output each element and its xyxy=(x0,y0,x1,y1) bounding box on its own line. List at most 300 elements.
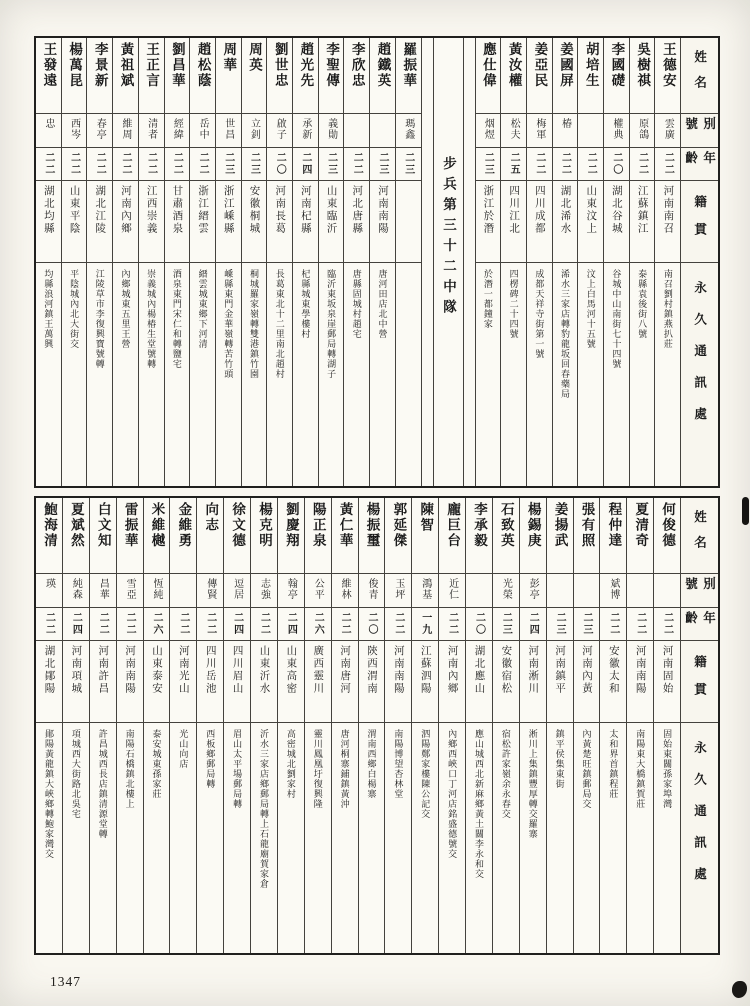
entry-address: 四楞碑二十四號 xyxy=(508,269,519,339)
header-address: 永久通訊處 xyxy=(692,281,707,439)
header-address: 永久通訊處 xyxy=(692,741,707,899)
entry-address: 酒泉東門宋仁和轉鹽宅 xyxy=(171,269,182,369)
entry-address: 均縣浪河鎮王萬興 xyxy=(43,269,54,349)
entry-age: 二四 xyxy=(278,608,304,641)
entry-address: 固始東關孫家埠灣 xyxy=(662,729,673,809)
entry-name: 楊振璽 xyxy=(359,498,385,574)
entry-alias: 經緯 xyxy=(165,114,190,148)
entry-origin: 四川岳池 xyxy=(197,641,223,723)
entry-address: 汶上白馬河十五號 xyxy=(585,269,596,349)
entry-origin: 江蘇鎮江 xyxy=(630,181,655,263)
entry-origin: 河南鎮平 xyxy=(547,641,573,723)
entry-alias: 雪亞 xyxy=(117,574,143,608)
entry-address: 內鄉城東五里王營 xyxy=(120,269,131,349)
entry-origin: 河南南陽 xyxy=(385,641,411,723)
entry-alias: 松夫 xyxy=(501,114,526,148)
entry-origin: 安徽桐城 xyxy=(242,181,267,263)
entry-address: 谷城中山南街七十四號 xyxy=(611,269,622,369)
scan-smudge xyxy=(732,981,747,998)
entry-alias: 原鴿 xyxy=(630,114,655,148)
entry-age: 二二 xyxy=(139,148,164,181)
entry-address: 崇義城內楊椿生堂號轉 xyxy=(146,269,157,369)
entry-age: 二四 xyxy=(293,148,318,181)
entry-name: 黃仁華 xyxy=(332,498,358,574)
entry-name: 劉慶翔 xyxy=(278,498,304,574)
spacer-column xyxy=(422,38,434,486)
roster-entry-column xyxy=(578,38,604,486)
entry-alias: 玉坪 xyxy=(385,574,411,608)
unit-title-column xyxy=(434,38,464,486)
entry-origin: 廣西靈川 xyxy=(305,641,331,723)
roster-entry-column xyxy=(527,38,553,486)
entry-age: 二三 xyxy=(547,608,573,641)
roster-entry-column xyxy=(630,38,656,486)
entry-origin: 河南內黃 xyxy=(574,641,600,723)
entry-origin: 河南唐河 xyxy=(332,641,358,723)
entry-name: 姜國屏 xyxy=(553,38,578,114)
entry-name: 黃祖斌 xyxy=(113,38,138,114)
entry-address: 長葛東北十二里南北趙村 xyxy=(274,269,285,379)
entry-name: 張有照 xyxy=(574,498,600,574)
entry-name: 程仲達 xyxy=(600,498,626,574)
entry-origin: 湖北江陵 xyxy=(87,181,112,263)
entry-alias: 翰亭 xyxy=(278,574,304,608)
entry-origin: 浙江於潛 xyxy=(476,181,501,263)
entry-address: 西板鄉郵局轉 xyxy=(205,729,216,789)
entry-age: 二二 xyxy=(62,148,87,181)
entry-age: 二二 xyxy=(600,608,626,641)
entry-alias xyxy=(547,574,573,608)
entry-origin: 河南光山 xyxy=(170,641,196,723)
roster-entry-column xyxy=(190,38,216,486)
roster-table-top xyxy=(34,36,720,488)
roster-entry-column xyxy=(63,498,90,953)
entry-origin: 河南淅川 xyxy=(520,641,546,723)
entry-age: 一九 xyxy=(412,608,438,641)
header-age: 年齡 xyxy=(681,148,718,181)
entry-age: 二二 xyxy=(344,148,369,181)
entry-age: 二四 xyxy=(520,608,546,641)
roster-entry-column xyxy=(332,498,359,953)
roster-entry-column xyxy=(600,498,627,953)
column-headers xyxy=(681,38,718,486)
entry-origin: 四川眉山 xyxy=(224,641,250,723)
entry-origin: 安徽太和 xyxy=(600,641,626,723)
entry-address: 南陽博望杏林堂 xyxy=(393,729,404,799)
entry-origin: 河南內鄉 xyxy=(439,641,465,723)
roster-table-bottom xyxy=(34,496,720,955)
entry-age: 二二 xyxy=(630,148,655,181)
entry-origin: 安徽宿松 xyxy=(493,641,519,723)
entry-name: 鮑海清 xyxy=(36,498,62,574)
entry-alias: 瑛 xyxy=(36,574,62,608)
entry-age: 二二 xyxy=(117,608,143,641)
entry-age: 二〇 xyxy=(604,148,629,181)
entry-name: 雷振華 xyxy=(117,498,143,574)
entry-origin: 湖北均縣 xyxy=(36,181,61,263)
entry-alias: 昌華 xyxy=(90,574,116,608)
entry-alias: 純森 xyxy=(63,574,89,608)
entry-age: 二二 xyxy=(527,148,552,181)
roster-entry-column xyxy=(170,498,197,953)
entry-alias: 鴻基 xyxy=(412,574,438,608)
entry-alias: 彭亭 xyxy=(520,574,546,608)
entry-name: 周華 xyxy=(216,38,241,114)
entry-origin: 山東汶上 xyxy=(578,181,603,263)
entry-alias: 光榮 xyxy=(493,574,519,608)
entry-alias: 維林 xyxy=(332,574,358,608)
entry-origin: 湖北鄖陽 xyxy=(36,641,62,723)
entry-address: 縉雲城東鄉下河清 xyxy=(197,269,208,349)
entry-address: 桐城羅家嶺轉雙港鎮竹園 xyxy=(248,269,259,379)
entry-name: 龐巨台 xyxy=(439,498,465,574)
entry-origin: 湖北浠水 xyxy=(553,181,578,263)
entry-alias: 義勛 xyxy=(319,114,344,148)
entry-address: 唐河桐寨鋪鎮黃沖 xyxy=(339,729,350,809)
entry-name: 羅振華 xyxy=(396,38,421,114)
roster-entry-column xyxy=(385,498,412,953)
entry-age: 二二 xyxy=(655,148,680,181)
roster-entry-column xyxy=(305,498,332,953)
entry-name: 趙光先 xyxy=(293,38,318,114)
entry-age: 二二 xyxy=(190,148,215,181)
header-alias: 別號 xyxy=(681,114,718,148)
entry-age: 二三 xyxy=(574,608,600,641)
entry-address: 內鄉西峽口丁河店銘盛德號交 xyxy=(447,729,458,859)
entry-alias: 雲廣 xyxy=(655,114,680,148)
entry-alias: 烟煜 xyxy=(476,114,501,148)
spacer-column xyxy=(464,38,476,486)
roster-entry-column xyxy=(319,38,345,486)
roster-entry-column xyxy=(197,498,224,953)
entry-age: 二四 xyxy=(224,608,250,641)
roster-entry-column xyxy=(604,38,630,486)
entry-origin: 陝西渭南 xyxy=(359,641,385,723)
entry-name: 王正言 xyxy=(139,38,164,114)
entry-address: 南陽東大橋鎮賀莊 xyxy=(635,729,646,809)
entry-address: 臨沂東坂泉崖郵局轉湖子 xyxy=(326,269,337,379)
page-number: 1347 xyxy=(50,974,81,989)
roster-entry-column xyxy=(90,498,117,953)
roster-entry-column xyxy=(113,38,139,486)
entry-name: 胡培生 xyxy=(578,38,603,114)
entry-origin: 甘肅酒泉 xyxy=(165,181,190,263)
roster-entry-column xyxy=(466,498,493,953)
entry-alias: 椿 xyxy=(553,114,578,148)
entry-origin: 山東高密 xyxy=(278,641,304,723)
unit-title: 步兵第三十二中隊 xyxy=(441,156,457,320)
entry-alias xyxy=(370,114,395,148)
entry-alias: 承新 xyxy=(293,114,318,148)
entry-name: 劉昌華 xyxy=(165,38,190,114)
entry-name: 白文知 xyxy=(90,498,116,574)
entry-alias xyxy=(578,114,603,148)
entry-alias: 梅軍 xyxy=(527,114,552,148)
entry-name: 李聖傳 xyxy=(319,38,344,114)
entry-address: 泰安城東孫家莊 xyxy=(151,729,162,799)
entry-origin: 浙江嵊縣 xyxy=(216,181,241,263)
entry-name: 周英 xyxy=(242,38,267,114)
entry-age: 二二 xyxy=(170,608,196,641)
entry-origin: 河南南陽 xyxy=(117,641,143,723)
entry-alias: 傳賢 xyxy=(197,574,223,608)
roster-entry-column xyxy=(412,498,439,953)
entry-address xyxy=(396,263,421,486)
entry-age: 二六 xyxy=(144,608,170,641)
roster-entry-column xyxy=(278,498,305,953)
roster-entry-column xyxy=(62,38,88,486)
entry-age: 二三 xyxy=(476,148,501,181)
entry-age: 二二 xyxy=(553,148,578,181)
entry-address: 太和界首鎮程莊 xyxy=(608,729,619,799)
entry-address: 鎮平侯集東街 xyxy=(554,729,565,789)
entry-name: 楊錫庚 xyxy=(520,498,546,574)
entry-name: 金維勇 xyxy=(170,498,196,574)
entry-alias xyxy=(466,574,492,608)
entry-origin: 山東沂水 xyxy=(251,641,277,723)
entry-age: 二三 xyxy=(370,148,395,181)
roster-entry-column xyxy=(655,38,681,486)
entry-age: 二三 xyxy=(216,148,241,181)
entry-origin: 江西崇義 xyxy=(139,181,164,263)
entry-address: 泗陽鄭家樓陳公記交 xyxy=(420,729,431,819)
entry-origin: 湖北谷城 xyxy=(604,181,629,263)
roster-entry-column xyxy=(344,38,370,486)
entry-origin: 河南固始 xyxy=(654,641,680,723)
roster-entry-column xyxy=(117,498,144,953)
entry-alias xyxy=(344,114,369,148)
entry-alias: 斌博 xyxy=(600,574,626,608)
entry-address: 泰縣袁後街八號 xyxy=(637,269,648,339)
entry-name: 趙松蔭 xyxy=(190,38,215,114)
entry-age: 二二 xyxy=(332,608,358,641)
entry-origin: 湖北應山 xyxy=(466,641,492,723)
entry-age: 二二 xyxy=(385,608,411,641)
entry-address: 淅川上集鎮豐厚轉交羅寨 xyxy=(527,729,538,839)
entry-address: 杞縣城東學樓村 xyxy=(300,269,311,339)
roster-entry-column xyxy=(36,498,63,953)
entry-origin: 浙江縉雲 xyxy=(190,181,215,263)
entry-name: 楊克明 xyxy=(251,498,277,574)
entry-name: 徐文德 xyxy=(224,498,250,574)
roster-entry-column xyxy=(547,498,574,953)
entry-age: 二五 xyxy=(501,148,526,181)
entry-name: 向志 xyxy=(197,498,223,574)
roster-entry-column xyxy=(627,498,654,953)
entry-address: 鄖陽黃龍鎮大峽鄉轉鮑家灣交 xyxy=(43,729,54,859)
entry-age: 二三 xyxy=(396,148,421,181)
roster-entry-column xyxy=(654,498,681,953)
entry-alias xyxy=(170,574,196,608)
entry-alias: 瑪鑫 xyxy=(396,114,421,148)
entry-address: 成都天祥寺街第一號 xyxy=(534,269,545,359)
entry-address: 內黃楚旺鎮郵局交 xyxy=(581,729,592,809)
header-alias: 別號 xyxy=(681,574,718,608)
entry-age: 二二 xyxy=(578,148,603,181)
roster-entry-column xyxy=(493,498,520,953)
entry-name: 李承毅 xyxy=(466,498,492,574)
roster-entry-column xyxy=(359,498,386,953)
header-origin: 籍貫 xyxy=(681,181,718,263)
entry-age: 二〇 xyxy=(466,608,492,641)
entry-address: 許昌城西長店鎮清源堂轉 xyxy=(97,729,108,839)
entry-age: 二二 xyxy=(251,608,277,641)
roster-entry-column xyxy=(370,38,396,486)
entry-name: 李國礎 xyxy=(604,38,629,114)
roster-entry-column xyxy=(242,38,268,486)
entry-alias: 公平 xyxy=(305,574,331,608)
roster-entry-column xyxy=(165,38,191,486)
entry-age: 二三 xyxy=(242,148,267,181)
entry-age: 二三 xyxy=(493,608,519,641)
entry-alias: 西岑 xyxy=(62,114,87,148)
entry-origin: 河南內鄉 xyxy=(113,181,138,263)
entry-age: 二三 xyxy=(319,148,344,181)
roster-entry-column xyxy=(520,498,547,953)
roster-entry-column xyxy=(251,498,278,953)
entry-age: 二二 xyxy=(439,608,465,641)
entry-address: 應山城西北新麻鄉黃土關李永和交 xyxy=(473,729,484,879)
entry-address: 南召劉村鎮燕扒莊 xyxy=(662,269,673,349)
entry-address: 渭南西鄉白楊寨 xyxy=(366,729,377,799)
entry-name: 陳智 xyxy=(412,498,438,574)
roster-entry-column xyxy=(501,38,527,486)
entry-alias: 世昌 xyxy=(216,114,241,148)
entry-alias: 啟子 xyxy=(267,114,292,148)
entry-origin: 河南項城 xyxy=(63,641,89,723)
entry-age: 二〇 xyxy=(267,148,292,181)
entry-alias: 逗居 xyxy=(224,574,250,608)
entry-alias xyxy=(574,574,600,608)
roster-entry-column xyxy=(396,38,422,486)
entry-alias xyxy=(654,574,680,608)
entry-age: 二二 xyxy=(36,148,61,181)
roster-entry-column xyxy=(574,498,601,953)
entry-origin: 四川江北 xyxy=(501,181,526,263)
entry-name: 李景新 xyxy=(87,38,112,114)
roster-entry-column xyxy=(439,498,466,953)
entry-name: 王德安 xyxy=(655,38,680,114)
entry-alias: 清者 xyxy=(139,114,164,148)
entry-age: 二四 xyxy=(63,608,89,641)
entry-address: 沂水三家店鄉郵局轉上石龍廟賀家倉 xyxy=(258,729,269,889)
entry-age: 二二 xyxy=(165,148,190,181)
entry-name: 郭延傑 xyxy=(385,498,411,574)
entry-address: 浠水三家店轉豹龍坂回春藥局 xyxy=(560,269,571,399)
entry-origin: 河南南陽 xyxy=(627,641,653,723)
roster-entry-column xyxy=(224,498,251,953)
entry-name: 夏清奇 xyxy=(627,498,653,574)
entry-age: 二〇 xyxy=(359,608,385,641)
roster-entry-column xyxy=(553,38,579,486)
entry-origin: 江蘇泗陽 xyxy=(412,641,438,723)
roster-entry-column xyxy=(476,38,502,486)
entry-alias: 恆純 xyxy=(144,574,170,608)
entry-age: 二二 xyxy=(87,148,112,181)
entry-address: 眉山太平場郵局轉 xyxy=(232,729,243,809)
entry-age: 二二 xyxy=(654,608,680,641)
entry-age: 二二 xyxy=(113,148,138,181)
entry-name: 王發遠 xyxy=(36,38,61,114)
entry-name: 趙鐵英 xyxy=(370,38,395,114)
entry-address: 靈川鳳凰圩復興隆 xyxy=(312,729,323,809)
entry-alias: 近仁 xyxy=(439,574,465,608)
entry-origin: 四川成都 xyxy=(527,181,552,263)
roster-entry-column xyxy=(36,38,62,486)
entry-alias: 立釗 xyxy=(242,114,267,148)
entry-origin: 河北唐縣 xyxy=(344,181,369,263)
entry-age: 二二 xyxy=(90,608,116,641)
entry-alias: 權典 xyxy=(604,114,629,148)
column-headers xyxy=(681,498,718,953)
entry-address: 光山向店 xyxy=(178,729,189,769)
entry-alias: 春亭 xyxy=(87,114,112,148)
header-age: 年齡 xyxy=(681,608,718,641)
entry-name: 夏斌然 xyxy=(63,498,89,574)
entry-name: 姜揚武 xyxy=(547,498,573,574)
header-name: 姓名 xyxy=(681,38,718,114)
roster-entry-column xyxy=(144,498,171,953)
entry-age: 二二 xyxy=(627,608,653,641)
header-name: 姓名 xyxy=(681,498,718,574)
entry-name: 李欣忠 xyxy=(344,38,369,114)
entry-address: 於潛一都鐘家 xyxy=(482,269,493,329)
entry-address: 江陵草市李復興寶號轉 xyxy=(94,269,105,369)
entry-name: 陽正泉 xyxy=(305,498,331,574)
roster-entry-column xyxy=(87,38,113,486)
entry-name: 應仕偉 xyxy=(476,38,501,114)
roster-entry-column xyxy=(139,38,165,486)
header-origin: 籍貫 xyxy=(681,641,718,723)
entry-name: 姜亞民 xyxy=(527,38,552,114)
entry-origin: 河南長葛 xyxy=(267,181,292,263)
entry-alias: 俊青 xyxy=(359,574,385,608)
entry-age: 二六 xyxy=(305,608,331,641)
entry-age: 二二 xyxy=(197,608,223,641)
entry-name: 黃汝權 xyxy=(501,38,526,114)
entry-origin: 河南南召 xyxy=(655,181,680,263)
entry-name: 吳樹祺 xyxy=(630,38,655,114)
entry-alias: 忠 xyxy=(36,114,61,148)
entry-name: 楊萬昆 xyxy=(62,38,87,114)
entry-address: 唐河田店北中營 xyxy=(377,269,388,339)
entry-address: 平陰城內北大街交 xyxy=(69,269,80,349)
entry-origin: 山東臨沂 xyxy=(319,181,344,263)
entry-alias: 志強 xyxy=(251,574,277,608)
entry-alias xyxy=(627,574,653,608)
roster-entry-column xyxy=(267,38,293,486)
entry-origin xyxy=(396,181,421,263)
entry-address: 宿松許家嶺余永春交 xyxy=(500,729,511,819)
entry-origin: 山東泰安 xyxy=(144,641,170,723)
entry-name: 劉世忠 xyxy=(267,38,292,114)
entry-address: 項城西大街路北吳宅 xyxy=(70,729,81,819)
scan-smudge xyxy=(742,497,749,525)
entry-name: 米維樾 xyxy=(144,498,170,574)
entry-origin: 河南南陽 xyxy=(370,181,395,263)
entry-origin: 河南許昌 xyxy=(90,641,116,723)
entry-address: 嵊縣東門金華嶺轉苦竹頭 xyxy=(223,269,234,379)
entry-name: 石致英 xyxy=(493,498,519,574)
roster-entry-column xyxy=(216,38,242,486)
entry-address: 南陽石橋鎮北樓上 xyxy=(124,729,135,809)
entry-address: 唐縣固城村趙宅 xyxy=(351,269,362,339)
entry-age: 二二 xyxy=(36,608,62,641)
entry-alias: 維周 xyxy=(113,114,138,148)
entry-name: 何俊德 xyxy=(654,498,680,574)
entry-origin: 河南杞縣 xyxy=(293,181,318,263)
entry-alias: 岳中 xyxy=(190,114,215,148)
